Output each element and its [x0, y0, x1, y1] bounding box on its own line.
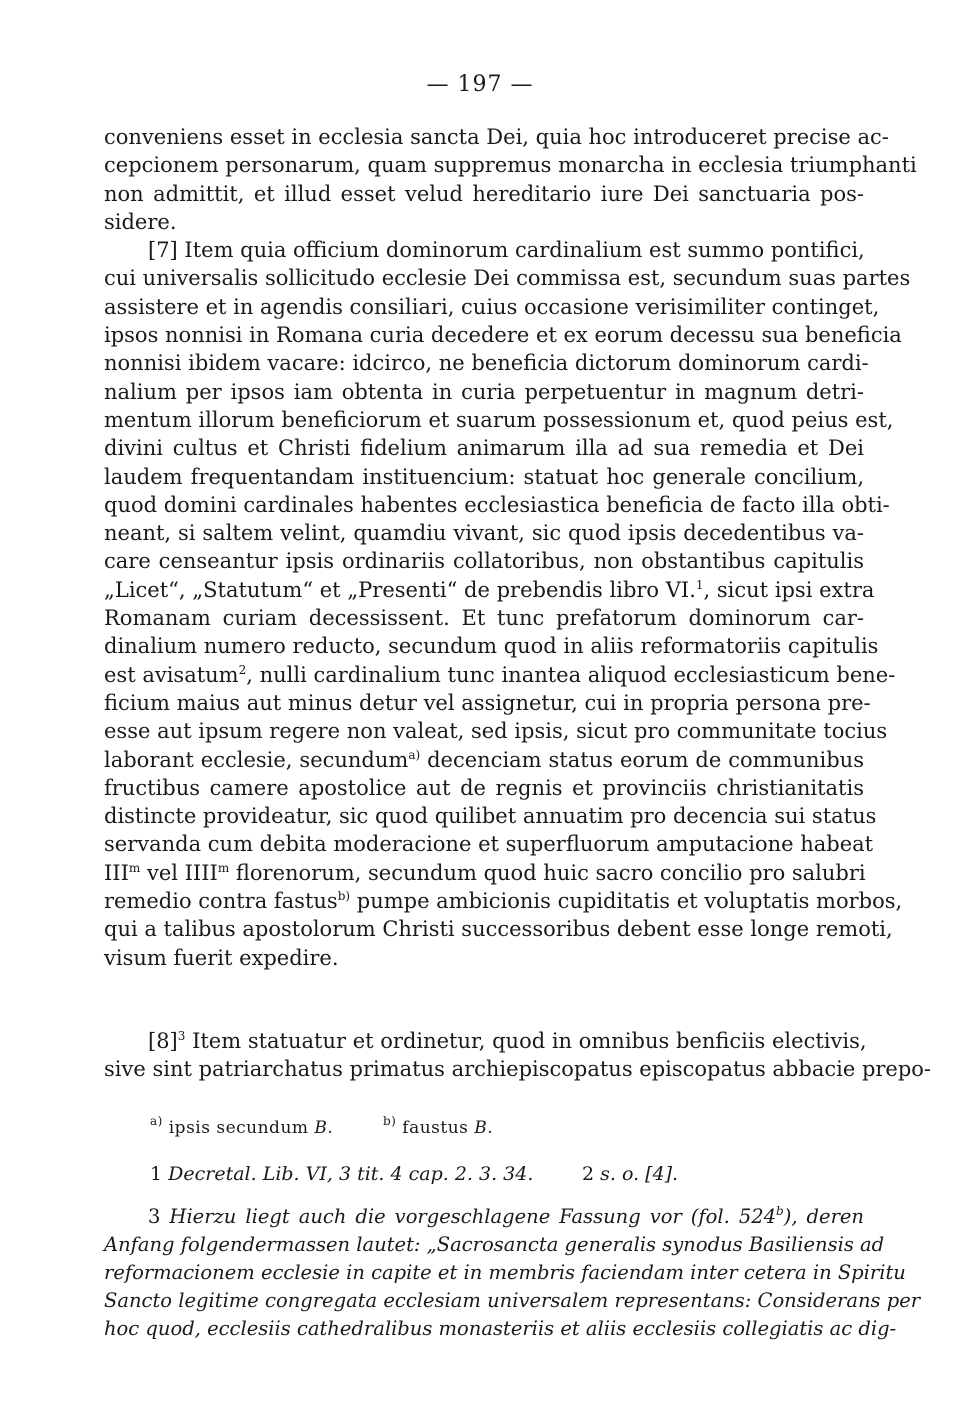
text-line — [104, 746, 864, 774]
siglum: B. — [474, 1118, 494, 1138]
text-segment: ), deren — [783, 1205, 864, 1228]
text-line — [104, 576, 875, 604]
apparatus-ref: a) — [408, 747, 421, 762]
text-segment: Hierzu liegt auch die vorgeschlagene Fassung vor (fol. 524 — [160, 1205, 777, 1228]
text-line: mentum illorum beneficiorum et suarum possessionum et, quod peius est, — [104, 407, 894, 432]
apparatus-ref: b) — [337, 889, 351, 904]
text-line: divini cultus et Christi fidelium animarum illa ad sua remedia et Dei — [104, 436, 864, 461]
text-segment: laborant ecclesie, secundum — [104, 747, 409, 772]
paragraph-8 — [104, 1027, 932, 1084]
footnote-text: Decretal. Lib. VI, 3 tit. 4 cap. 2. 3. 34. — [162, 1163, 534, 1185]
superscript: m — [217, 860, 230, 875]
siglum: B. — [314, 1118, 334, 1138]
text-line — [104, 661, 896, 689]
text-line: visum fuerit expedire. — [104, 945, 339, 970]
text-segment: vel IIII — [140, 860, 218, 885]
text-line: dinalium numero reducto, secundum quod in aliis reformatoriis capitulis — [104, 634, 879, 659]
text-line: fructibus camere apostolice aut de regnis et provinciis christianitatis — [104, 775, 864, 800]
text-segment: ipsis secundum — [162, 1118, 315, 1138]
apparatus-mark: a) — [150, 1114, 163, 1128]
text-segment: III — [104, 860, 129, 885]
text-segment: remedio contra fastus — [104, 889, 338, 914]
text-line: assistere et in agendis consiliari, cuius occasione verisimiliter continget, — [104, 294, 880, 319]
text-line: qui a talibus apostolorum Christi successoribus debent esse longe remoti, — [104, 917, 893, 942]
paragraph-8-start — [104, 1027, 867, 1055]
footnote-ref: 3 — [177, 1029, 186, 1043]
footnote-ref: 1 — [695, 577, 704, 592]
text-line: nonnisi ibidem vacare: idcirco, ne beneficia dictorum dominorum cardi- — [104, 351, 869, 376]
text-segment: pumpe ambicionis cupiditatis et voluptatis morbos, — [350, 889, 903, 914]
footnote-line: hoc quod, ecclesiis cathedralibus monasteriis et aliis ecclesiis collegiatis ac dig- — [104, 1317, 897, 1340]
paragraph-7-start: [7] Item quia officium dominorum cardinalium est summo pontifici, — [148, 238, 865, 263]
page-number: — 197 — — [426, 72, 534, 97]
text-line: distincte provideatur, sic quod quilibet annuatim pro decencia sui status — [104, 804, 877, 829]
text-segment: decenciam status eorum de communibus — [420, 747, 864, 772]
text-segment: est avisatum — [104, 662, 239, 687]
text-segment: florenorum, secundum quod huic sacro concilio pro salubri — [229, 860, 866, 885]
text-line: cepcionem personarum, quam suppremus monarcha in ecclesia triumphanti — [104, 153, 917, 178]
text-segment: faustus — [396, 1118, 475, 1138]
text-segment: , sicut ipsi extra — [703, 577, 875, 602]
paragraph-number: [8] — [148, 1029, 178, 1053]
text-line: care censeantur ipsis ordinariis collatoribus, non obstantibus capitulis — [104, 549, 864, 574]
text-line: non admittit, et illud esset velud hereditario iure Dei sanctuaria pos- — [104, 181, 864, 206]
text-line: nalium per ipsos iam obtenta in curia perpetuentur in magnum detri- — [104, 379, 864, 404]
text-line: ficium maius aut minus detur vel assignetur, cui in propria persona pre- — [104, 690, 871, 715]
footnote-number: 3 — [148, 1205, 161, 1228]
apparatus-mark: b) — [383, 1114, 397, 1128]
main-text — [104, 123, 917, 972]
text-line: Romanam curiam decessissent. Et tunc prefatorum dominorum car- — [104, 606, 864, 631]
footnote-number: 1 — [150, 1163, 163, 1185]
text-segment: , nulli cardinalium tunc inantea aliquod ecclesiasticum bene- — [246, 662, 896, 687]
text-segment: Item statuatur et ordinetur, quod in omnibus benficiis electivis, — [185, 1029, 867, 1053]
apparatus-note-a — [150, 1114, 334, 1138]
footnote-3 — [104, 1203, 921, 1343]
footnote-text: s. o. [4]. — [594, 1163, 679, 1185]
footnote-1 — [150, 1163, 533, 1185]
superscript: b — [776, 1204, 784, 1218]
superscript: m — [128, 860, 141, 875]
text-segment: „Licet“, „Statutum“ et „Presenti“ de prebendis libro VI. — [104, 577, 696, 602]
text-line — [104, 859, 864, 887]
footnote-2 — [582, 1163, 678, 1185]
footnote-line — [104, 1203, 864, 1231]
text-line: sive sint patriarchatus primatus archiepiscopatus episcopatus abbacie prepo- — [104, 1057, 932, 1082]
text-line: cui universalis sollicitudo ecclesie Dei commissa est, secundum suas partes — [104, 266, 911, 291]
text-line: ipsos nonnisi in Romana curia decedere et ex eorum decessu sua beneficia — [104, 323, 902, 348]
text-line: quod domini cardinales habentes ecclesiastica beneficia de facto illa obti- — [104, 492, 890, 517]
text-line: servanda cum debita moderacione et superfluorum amputacione habeat — [104, 832, 874, 857]
footnote-line: reformacionem ecclesie in capite et in membris faciendam inter cetera in Spiritu — [104, 1261, 906, 1284]
text-line — [104, 887, 903, 915]
text-line: conveniens esset in ecclesia sancta Dei, quia hoc introduceret precise ac- — [104, 125, 889, 149]
footnote-line: Anfang folgendermassen lautet: „Sacrosancta generalis synodus Basiliensis ad — [104, 1233, 885, 1256]
footnote-ref: 2 — [238, 662, 247, 677]
text-line: sidere. — [104, 209, 177, 234]
footnote-line: Sancto legitime congregata ecclesiam universalem representans: Considerans per — [104, 1289, 921, 1312]
text-line: esse aut ipsum regere non valeat, sed ipsis, sicut pro communitate tocius — [104, 719, 888, 744]
text-line: laudem frequentandam instituencium: statuat hoc generale concilium, — [104, 464, 864, 489]
text-line: neant, si saltem velint, quamdiu vivant, sic quod ipsis decedentibus va- — [104, 521, 864, 546]
footnote-number: 2 — [582, 1163, 595, 1185]
apparatus-note-b — [383, 1114, 494, 1138]
